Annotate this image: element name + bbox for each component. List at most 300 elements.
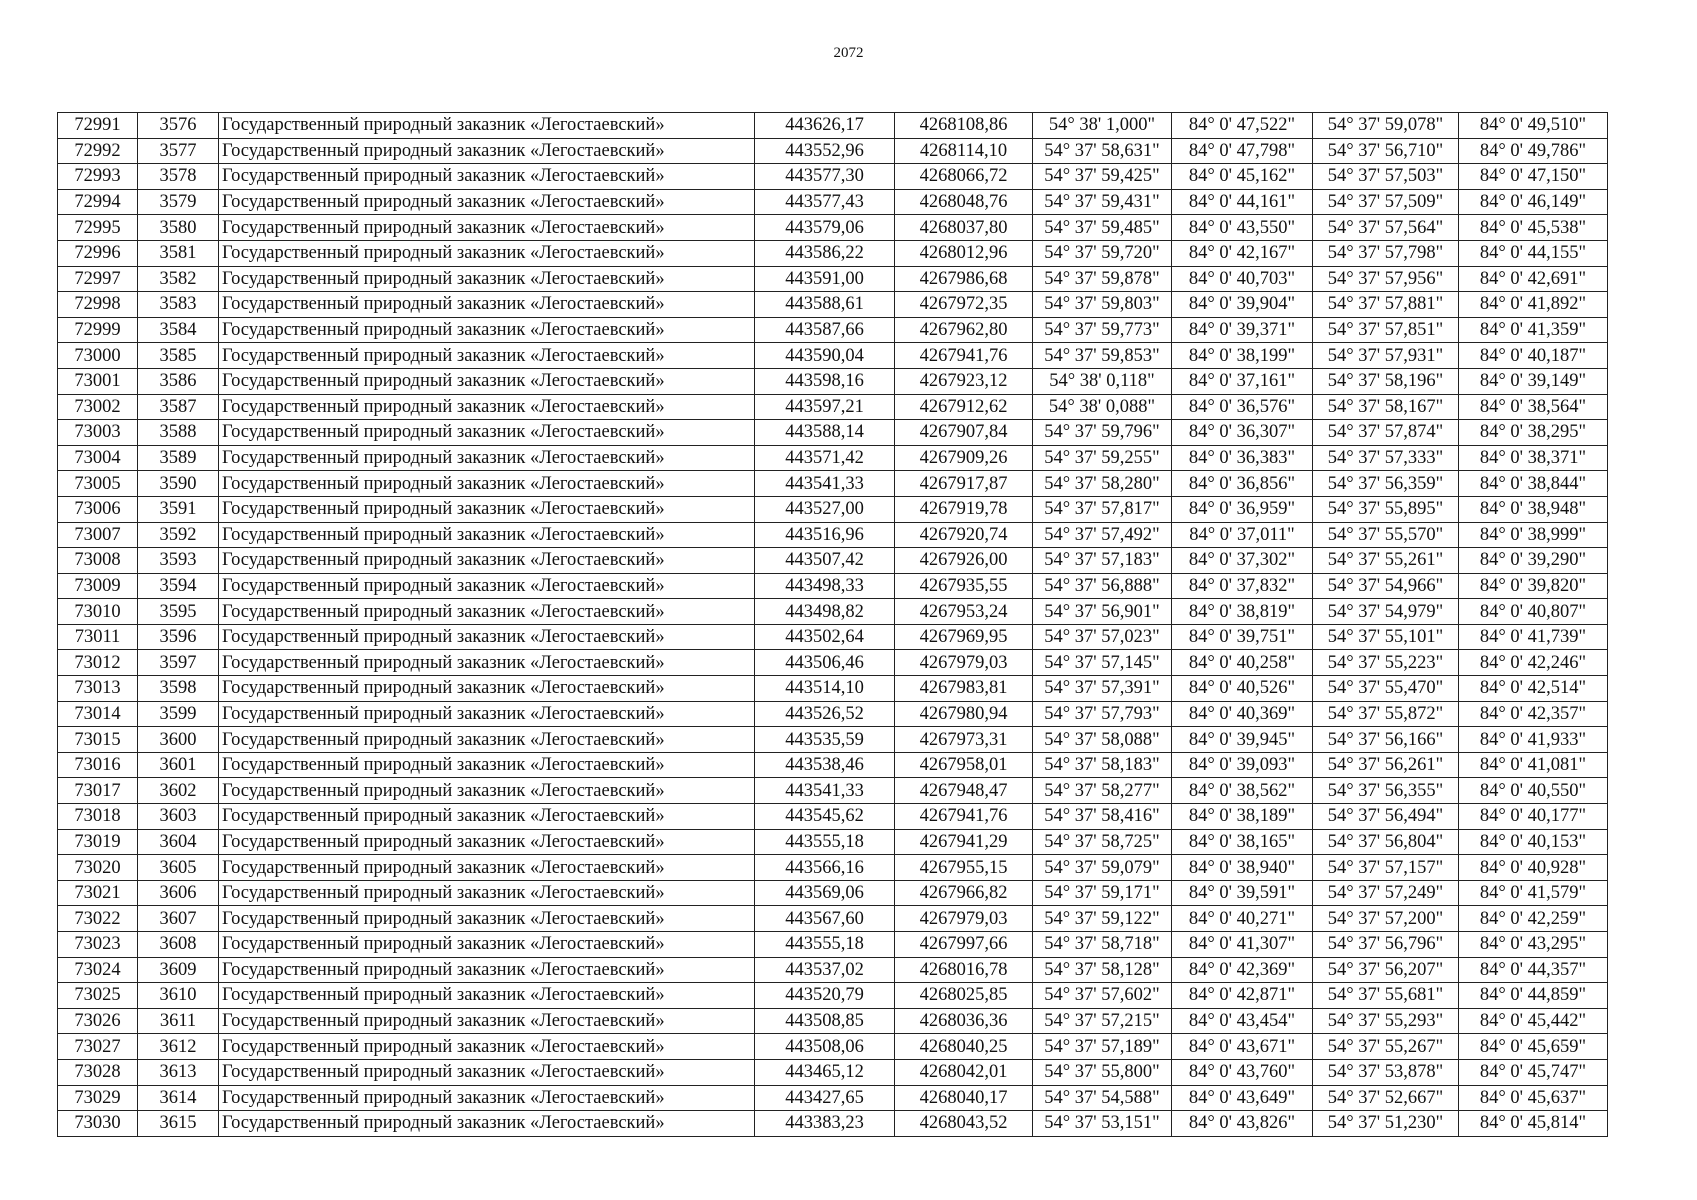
latitude-cell: 54° 37' 57,023" — [1033, 624, 1172, 650]
row-number-cell: 73017 — [58, 778, 138, 804]
y-coordinate-cell: 4267935,55 — [895, 573, 1033, 599]
point-number-cell: 3589 — [138, 445, 219, 471]
longitude-alt-cell: 84° 0' 41,359" — [1459, 317, 1608, 343]
y-coordinate-cell: 4267953,24 — [895, 599, 1033, 625]
row-number-cell: 73027 — [58, 1034, 138, 1060]
longitude-alt-cell: 84° 0' 42,259" — [1459, 906, 1608, 932]
object-name-cell: Государственный природный заказник «Легостаевский» — [219, 394, 755, 420]
point-number-cell: 3614 — [138, 1085, 219, 1111]
object-name-cell: Государственный природный заказник «Легостаевский» — [219, 292, 755, 318]
object-name-cell: Государственный природный заказник «Легостаевский» — [219, 317, 755, 343]
longitude-alt-cell: 84° 0' 41,933" — [1459, 727, 1608, 753]
latitude-alt-cell: 54° 37' 59,078" — [1313, 113, 1459, 139]
y-coordinate-cell: 4267923,12 — [895, 368, 1033, 394]
longitude-alt-cell: 84° 0' 39,149" — [1459, 368, 1608, 394]
row-number-cell: 72998 — [58, 292, 138, 318]
table-row — [58, 368, 1608, 394]
object-name-cell: Государственный природный заказник «Легостаевский» — [219, 676, 755, 702]
point-number-cell: 3590 — [138, 471, 219, 497]
longitude-cell: 84° 0' 38,940" — [1172, 855, 1313, 881]
latitude-cell: 54° 37' 58,280" — [1033, 471, 1172, 497]
row-number-cell: 73003 — [58, 420, 138, 446]
latitude-alt-cell: 54° 37' 51,230" — [1313, 1111, 1459, 1137]
table-row — [58, 394, 1608, 420]
point-number-cell: 3613 — [138, 1059, 219, 1085]
object-name-cell: Государственный природный заказник «Легостаевский» — [219, 496, 755, 522]
longitude-cell: 84° 0' 38,165" — [1172, 829, 1313, 855]
table-row — [58, 189, 1608, 215]
table-row — [58, 445, 1608, 471]
y-coordinate-cell: 4268048,76 — [895, 189, 1033, 215]
object-name-cell: Государственный природный заказник «Легостаевский» — [219, 804, 755, 830]
table-row — [58, 906, 1608, 932]
table-row — [58, 292, 1608, 318]
row-number-cell: 72991 — [58, 113, 138, 139]
object-name-cell: Государственный природный заказник «Легостаевский» — [219, 573, 755, 599]
latitude-alt-cell: 54° 37' 52,667" — [1313, 1085, 1459, 1111]
table-row — [58, 829, 1608, 855]
x-coordinate-cell: 443520,79 — [755, 983, 895, 1009]
latitude-alt-cell: 54° 37' 58,167" — [1313, 394, 1459, 420]
longitude-cell: 84° 0' 43,454" — [1172, 1008, 1313, 1034]
longitude-alt-cell: 84° 0' 38,999" — [1459, 522, 1608, 548]
latitude-alt-cell: 54° 37' 57,200" — [1313, 906, 1459, 932]
x-coordinate-cell: 443527,00 — [755, 496, 895, 522]
latitude-cell: 54° 37' 57,189" — [1033, 1034, 1172, 1060]
y-coordinate-cell: 4267941,29 — [895, 829, 1033, 855]
y-coordinate-cell: 4267980,94 — [895, 701, 1033, 727]
x-coordinate-cell: 443535,59 — [755, 727, 895, 753]
object-name-cell: Государственный природный заказник «Легостаевский» — [219, 471, 755, 497]
latitude-cell: 54° 38' 1,000" — [1033, 113, 1172, 139]
latitude-cell: 54° 37' 56,888" — [1033, 573, 1172, 599]
object-name-cell: Государственный природный заказник «Легостаевский» — [219, 1111, 755, 1137]
x-coordinate-cell: 443541,33 — [755, 778, 895, 804]
latitude-cell: 54° 37' 59,878" — [1033, 266, 1172, 292]
y-coordinate-cell: 4267920,74 — [895, 522, 1033, 548]
object-name-cell: Государственный природный заказник «Легостаевский» — [219, 215, 755, 241]
longitude-alt-cell: 84° 0' 42,357" — [1459, 701, 1608, 727]
y-coordinate-cell: 4267969,95 — [895, 624, 1033, 650]
row-number-cell: 73021 — [58, 880, 138, 906]
latitude-alt-cell: 54° 37' 57,851" — [1313, 317, 1459, 343]
latitude-cell: 54° 37' 59,773" — [1033, 317, 1172, 343]
latitude-alt-cell: 54° 37' 55,223" — [1313, 650, 1459, 676]
longitude-alt-cell: 84° 0' 38,948" — [1459, 496, 1608, 522]
longitude-alt-cell: 84° 0' 40,153" — [1459, 829, 1608, 855]
table-row — [58, 240, 1608, 266]
point-number-cell: 3593 — [138, 548, 219, 574]
y-coordinate-cell: 4267986,68 — [895, 266, 1033, 292]
point-number-cell: 3610 — [138, 983, 219, 1009]
latitude-alt-cell: 54° 37' 57,874" — [1313, 420, 1459, 446]
x-coordinate-cell: 443516,96 — [755, 522, 895, 548]
y-coordinate-cell: 4267958,01 — [895, 752, 1033, 778]
object-name-cell: Государственный природный заказник «Легостаевский» — [219, 752, 755, 778]
row-number-cell: 73001 — [58, 368, 138, 394]
table-body — [58, 113, 1608, 1137]
y-coordinate-cell: 4267941,76 — [895, 343, 1033, 369]
table-row — [58, 599, 1608, 625]
latitude-cell: 54° 37' 53,151" — [1033, 1111, 1172, 1137]
point-number-cell: 3603 — [138, 804, 219, 830]
y-coordinate-cell: 4268043,52 — [895, 1111, 1033, 1137]
row-number-cell: 73006 — [58, 496, 138, 522]
longitude-cell: 84° 0' 37,302" — [1172, 548, 1313, 574]
latitude-cell: 54° 37' 57,817" — [1033, 496, 1172, 522]
longitude-cell: 84° 0' 42,871" — [1172, 983, 1313, 1009]
table-row — [58, 471, 1608, 497]
latitude-alt-cell: 54° 37' 57,956" — [1313, 266, 1459, 292]
table-row — [58, 1085, 1608, 1111]
y-coordinate-cell: 4267979,03 — [895, 906, 1033, 932]
row-number-cell: 73029 — [58, 1085, 138, 1111]
row-number-cell: 73010 — [58, 599, 138, 625]
longitude-cell: 84° 0' 43,760" — [1172, 1059, 1313, 1085]
latitude-alt-cell: 54° 37' 57,798" — [1313, 240, 1459, 266]
latitude-cell: 54° 37' 58,416" — [1033, 804, 1172, 830]
point-number-cell: 3581 — [138, 240, 219, 266]
longitude-alt-cell: 84° 0' 41,739" — [1459, 624, 1608, 650]
latitude-alt-cell: 54° 37' 56,207" — [1313, 957, 1459, 983]
latitude-cell: 54° 37' 57,145" — [1033, 650, 1172, 676]
row-number-cell: 72993 — [58, 164, 138, 190]
latitude-alt-cell: 54° 37' 57,509" — [1313, 189, 1459, 215]
longitude-cell: 84° 0' 37,161" — [1172, 368, 1313, 394]
y-coordinate-cell: 4267973,31 — [895, 727, 1033, 753]
object-name-cell: Государственный природный заказник «Легостаевский» — [219, 932, 755, 958]
latitude-cell: 54° 37' 59,431" — [1033, 189, 1172, 215]
longitude-cell: 84° 0' 45,162" — [1172, 164, 1313, 190]
point-number-cell: 3609 — [138, 957, 219, 983]
point-number-cell: 3605 — [138, 855, 219, 881]
page-number: 2072 — [833, 45, 864, 61]
longitude-cell: 84° 0' 36,307" — [1172, 420, 1313, 446]
longitude-cell: 84° 0' 39,093" — [1172, 752, 1313, 778]
longitude-cell: 84° 0' 42,369" — [1172, 957, 1313, 983]
row-number-cell: 73009 — [58, 573, 138, 599]
object-name-cell: Государственный природный заказник «Легостаевский» — [219, 189, 755, 215]
table-row — [58, 496, 1608, 522]
longitude-alt-cell: 84° 0' 38,844" — [1459, 471, 1608, 497]
latitude-alt-cell: 54° 37' 55,872" — [1313, 701, 1459, 727]
object-name-cell: Государственный природный заказник «Легостаевский» — [219, 1085, 755, 1111]
point-number-cell: 3604 — [138, 829, 219, 855]
latitude-alt-cell: 54° 37' 56,359" — [1313, 471, 1459, 497]
longitude-alt-cell: 84° 0' 45,637" — [1459, 1085, 1608, 1111]
row-number-cell: 73007 — [58, 522, 138, 548]
longitude-cell: 84° 0' 36,383" — [1172, 445, 1313, 471]
latitude-alt-cell: 54° 37' 55,261" — [1313, 548, 1459, 574]
x-coordinate-cell: 443555,18 — [755, 829, 895, 855]
y-coordinate-cell: 4267972,35 — [895, 292, 1033, 318]
latitude-alt-cell: 54° 37' 57,564" — [1313, 215, 1459, 241]
y-coordinate-cell: 4267912,62 — [895, 394, 1033, 420]
longitude-cell: 84° 0' 40,369" — [1172, 701, 1313, 727]
object-name-cell: Государственный природный заказник «Легостаевский» — [219, 164, 755, 190]
row-number-cell: 73019 — [58, 829, 138, 855]
object-name-cell: Государственный природный заказник «Легостаевский» — [219, 701, 755, 727]
point-number-cell: 3598 — [138, 676, 219, 702]
row-number-cell: 72997 — [58, 266, 138, 292]
longitude-alt-cell: 84° 0' 44,357" — [1459, 957, 1608, 983]
x-coordinate-cell: 443508,85 — [755, 1008, 895, 1034]
object-name-cell: Государственный природный заказник «Легостаевский» — [219, 880, 755, 906]
x-coordinate-cell: 443588,61 — [755, 292, 895, 318]
latitude-alt-cell: 54° 37' 57,333" — [1313, 445, 1459, 471]
x-coordinate-cell: 443586,22 — [755, 240, 895, 266]
longitude-alt-cell: 84° 0' 40,550" — [1459, 778, 1608, 804]
point-number-cell: 3578 — [138, 164, 219, 190]
table-row — [58, 573, 1608, 599]
x-coordinate-cell: 443507,42 — [755, 548, 895, 574]
latitude-alt-cell: 54° 37' 55,293" — [1313, 1008, 1459, 1034]
latitude-cell: 54° 37' 57,215" — [1033, 1008, 1172, 1034]
longitude-cell: 84° 0' 41,307" — [1172, 932, 1313, 958]
point-number-cell: 3611 — [138, 1008, 219, 1034]
table-row — [58, 522, 1608, 548]
table-row — [58, 855, 1608, 881]
latitude-cell: 54° 37' 59,425" — [1033, 164, 1172, 190]
latitude-cell: 54° 37' 57,391" — [1033, 676, 1172, 702]
table-row — [58, 164, 1608, 190]
longitude-alt-cell: 84° 0' 40,807" — [1459, 599, 1608, 625]
x-coordinate-cell: 443597,21 — [755, 394, 895, 420]
object-name-cell: Государственный природный заказник «Легостаевский» — [219, 1034, 755, 1060]
latitude-cell: 54° 37' 59,803" — [1033, 292, 1172, 318]
latitude-cell: 54° 37' 57,602" — [1033, 983, 1172, 1009]
latitude-alt-cell: 54° 37' 54,966" — [1313, 573, 1459, 599]
latitude-alt-cell: 54° 37' 57,249" — [1313, 880, 1459, 906]
longitude-cell: 84° 0' 37,011" — [1172, 522, 1313, 548]
row-number-cell: 73026 — [58, 1008, 138, 1034]
latitude-cell: 54° 37' 58,088" — [1033, 727, 1172, 753]
row-number-cell: 73000 — [58, 343, 138, 369]
longitude-alt-cell: 84° 0' 41,579" — [1459, 880, 1608, 906]
longitude-alt-cell: 84° 0' 43,295" — [1459, 932, 1608, 958]
y-coordinate-cell: 4268036,36 — [895, 1008, 1033, 1034]
longitude-alt-cell: 84° 0' 40,177" — [1459, 804, 1608, 830]
point-number-cell: 3594 — [138, 573, 219, 599]
latitude-cell: 54° 37' 58,718" — [1033, 932, 1172, 958]
y-coordinate-cell: 4268012,96 — [895, 240, 1033, 266]
row-number-cell: 73013 — [58, 676, 138, 702]
table-row — [58, 804, 1608, 830]
x-coordinate-cell: 443555,18 — [755, 932, 895, 958]
longitude-cell: 84° 0' 40,258" — [1172, 650, 1313, 676]
longitude-cell: 84° 0' 39,751" — [1172, 624, 1313, 650]
row-number-cell: 73015 — [58, 727, 138, 753]
row-number-cell: 73002 — [58, 394, 138, 420]
latitude-cell: 54° 37' 58,725" — [1033, 829, 1172, 855]
latitude-alt-cell: 54° 37' 56,166" — [1313, 727, 1459, 753]
row-number-cell: 73012 — [58, 650, 138, 676]
longitude-cell: 84° 0' 43,826" — [1172, 1111, 1313, 1137]
table-row — [58, 343, 1608, 369]
x-coordinate-cell: 443427,65 — [755, 1085, 895, 1111]
object-name-cell: Государственный природный заказник «Легостаевский» — [219, 343, 755, 369]
longitude-alt-cell: 84° 0' 44,859" — [1459, 983, 1608, 1009]
row-number-cell: 73025 — [58, 983, 138, 1009]
latitude-cell: 54° 37' 59,171" — [1033, 880, 1172, 906]
latitude-cell: 54° 37' 59,796" — [1033, 420, 1172, 446]
latitude-alt-cell: 54° 37' 55,470" — [1313, 676, 1459, 702]
y-coordinate-cell: 4267955,15 — [895, 855, 1033, 881]
object-name-cell: Государственный природный заказник «Легостаевский» — [219, 829, 755, 855]
object-name-cell: Государственный природный заказник «Легостаевский» — [219, 778, 755, 804]
table-row — [58, 1111, 1608, 1137]
x-coordinate-cell: 443569,06 — [755, 880, 895, 906]
latitude-alt-cell: 54° 37' 56,804" — [1313, 829, 1459, 855]
x-coordinate-cell: 443383,23 — [755, 1111, 895, 1137]
x-coordinate-cell: 443537,02 — [755, 957, 895, 983]
longitude-alt-cell: 84° 0' 49,510" — [1459, 113, 1608, 139]
longitude-alt-cell: 84° 0' 39,820" — [1459, 573, 1608, 599]
row-number-cell: 73011 — [58, 624, 138, 650]
table-row — [58, 983, 1608, 1009]
row-number-cell: 72996 — [58, 240, 138, 266]
x-coordinate-cell: 443502,64 — [755, 624, 895, 650]
longitude-cell: 84° 0' 38,819" — [1172, 599, 1313, 625]
table-row — [58, 778, 1608, 804]
x-coordinate-cell: 443577,43 — [755, 189, 895, 215]
object-name-cell: Государственный природный заказник «Легостаевский» — [219, 240, 755, 266]
row-number-cell: 73024 — [58, 957, 138, 983]
longitude-alt-cell: 84° 0' 42,246" — [1459, 650, 1608, 676]
y-coordinate-cell: 4268040,25 — [895, 1034, 1033, 1060]
row-number-cell: 73016 — [58, 752, 138, 778]
point-number-cell: 3600 — [138, 727, 219, 753]
y-coordinate-cell: 4267917,87 — [895, 471, 1033, 497]
x-coordinate-cell: 443552,96 — [755, 138, 895, 164]
row-number-cell: 73022 — [58, 906, 138, 932]
x-coordinate-cell: 443577,30 — [755, 164, 895, 190]
latitude-alt-cell: 54° 37' 56,355" — [1313, 778, 1459, 804]
latitude-alt-cell: 54° 37' 56,494" — [1313, 804, 1459, 830]
point-number-cell: 3591 — [138, 496, 219, 522]
table-row — [58, 317, 1608, 343]
x-coordinate-cell: 443465,12 — [755, 1059, 895, 1085]
table-row — [58, 138, 1608, 164]
x-coordinate-cell: 443566,16 — [755, 855, 895, 881]
longitude-cell: 84° 0' 47,798" — [1172, 138, 1313, 164]
latitude-alt-cell: 54° 37' 55,895" — [1313, 496, 1459, 522]
y-coordinate-cell: 4267919,78 — [895, 496, 1033, 522]
longitude-cell: 84° 0' 38,189" — [1172, 804, 1313, 830]
latitude-alt-cell: 54° 37' 55,681" — [1313, 983, 1459, 1009]
table-row — [58, 1008, 1608, 1034]
object-name-cell: Государственный природный заказник «Легостаевский» — [219, 113, 755, 139]
x-coordinate-cell: 443598,16 — [755, 368, 895, 394]
latitude-alt-cell: 54° 37' 55,267" — [1313, 1034, 1459, 1060]
latitude-alt-cell: 54° 37' 57,931" — [1313, 343, 1459, 369]
latitude-alt-cell: 54° 37' 57,503" — [1313, 164, 1459, 190]
latitude-alt-cell: 54° 37' 53,878" — [1313, 1059, 1459, 1085]
longitude-alt-cell: 84° 0' 49,786" — [1459, 138, 1608, 164]
latitude-cell: 54° 37' 59,122" — [1033, 906, 1172, 932]
row-number-cell: 73030 — [58, 1111, 138, 1137]
object-name-cell: Государственный природный заказник «Легостаевский» — [219, 855, 755, 881]
longitude-alt-cell: 84° 0' 44,155" — [1459, 240, 1608, 266]
object-name-cell: Государственный природный заказник «Легостаевский» — [219, 368, 755, 394]
longitude-alt-cell: 84° 0' 40,187" — [1459, 343, 1608, 369]
object-name-cell: Государственный природный заказник «Легостаевский» — [219, 624, 755, 650]
object-name-cell: Государственный природный заказник «Легостаевский» — [219, 727, 755, 753]
x-coordinate-cell: 443571,42 — [755, 445, 895, 471]
x-coordinate-cell: 443545,62 — [755, 804, 895, 830]
coordinates-table — [57, 112, 1608, 1137]
latitude-cell: 54° 37' 58,277" — [1033, 778, 1172, 804]
y-coordinate-cell: 4267966,82 — [895, 880, 1033, 906]
object-name-cell: Государственный природный заказник «Легостаевский» — [219, 957, 755, 983]
table-row — [58, 1034, 1608, 1060]
point-number-cell: 3601 — [138, 752, 219, 778]
table-row — [58, 548, 1608, 574]
longitude-cell: 84° 0' 42,167" — [1172, 240, 1313, 266]
y-coordinate-cell: 4268042,01 — [895, 1059, 1033, 1085]
x-coordinate-cell: 443506,46 — [755, 650, 895, 676]
object-name-cell: Государственный природный заказник «Легостаевский» — [219, 650, 755, 676]
point-number-cell: 3595 — [138, 599, 219, 625]
point-number-cell: 3585 — [138, 343, 219, 369]
object-name-cell: Государственный природный заказник «Легостаевский» — [219, 983, 755, 1009]
longitude-alt-cell: 84° 0' 38,564" — [1459, 394, 1608, 420]
longitude-alt-cell: 84° 0' 45,747" — [1459, 1059, 1608, 1085]
point-number-cell: 3592 — [138, 522, 219, 548]
row-number-cell: 73004 — [58, 445, 138, 471]
latitude-cell: 54° 37' 58,128" — [1033, 957, 1172, 983]
table-row — [58, 727, 1608, 753]
row-number-cell: 72992 — [58, 138, 138, 164]
latitude-alt-cell: 54° 37' 56,710" — [1313, 138, 1459, 164]
row-number-cell: 73023 — [58, 932, 138, 958]
y-coordinate-cell: 4268114,10 — [895, 138, 1033, 164]
object-name-cell: Государственный природный заказник «Легостаевский» — [219, 138, 755, 164]
longitude-cell: 84° 0' 36,576" — [1172, 394, 1313, 420]
longitude-cell: 84° 0' 39,371" — [1172, 317, 1313, 343]
object-name-cell: Государственный природный заказник «Легостаевский» — [219, 906, 755, 932]
latitude-cell: 54° 37' 58,183" — [1033, 752, 1172, 778]
object-name-cell: Государственный природный заказник «Легостаевский» — [219, 420, 755, 446]
row-number-cell: 72995 — [58, 215, 138, 241]
longitude-cell: 84° 0' 40,703" — [1172, 266, 1313, 292]
point-number-cell: 3607 — [138, 906, 219, 932]
point-number-cell: 3584 — [138, 317, 219, 343]
latitude-cell: 54° 37' 57,793" — [1033, 701, 1172, 727]
point-number-cell: 3588 — [138, 420, 219, 446]
longitude-alt-cell: 84° 0' 45,538" — [1459, 215, 1608, 241]
point-number-cell: 3580 — [138, 215, 219, 241]
point-number-cell: 3606 — [138, 880, 219, 906]
row-number-cell: 72999 — [58, 317, 138, 343]
longitude-cell: 84° 0' 38,562" — [1172, 778, 1313, 804]
x-coordinate-cell: 443626,17 — [755, 113, 895, 139]
object-name-cell: Государственный природный заказник «Легостаевский» — [219, 266, 755, 292]
latitude-alt-cell: 54° 37' 54,979" — [1313, 599, 1459, 625]
y-coordinate-cell: 4267983,81 — [895, 676, 1033, 702]
longitude-cell: 84° 0' 44,161" — [1172, 189, 1313, 215]
row-number-cell: 73018 — [58, 804, 138, 830]
longitude-cell: 84° 0' 39,591" — [1172, 880, 1313, 906]
point-number-cell: 3612 — [138, 1034, 219, 1060]
latitude-alt-cell: 54° 37' 56,796" — [1313, 932, 1459, 958]
longitude-alt-cell: 84° 0' 40,928" — [1459, 855, 1608, 881]
y-coordinate-cell: 4268108,86 — [895, 113, 1033, 139]
longitude-cell: 84° 0' 47,522" — [1172, 113, 1313, 139]
y-coordinate-cell: 4267979,03 — [895, 650, 1033, 676]
point-number-cell: 3576 — [138, 113, 219, 139]
latitude-cell: 54° 38' 0,118" — [1033, 368, 1172, 394]
